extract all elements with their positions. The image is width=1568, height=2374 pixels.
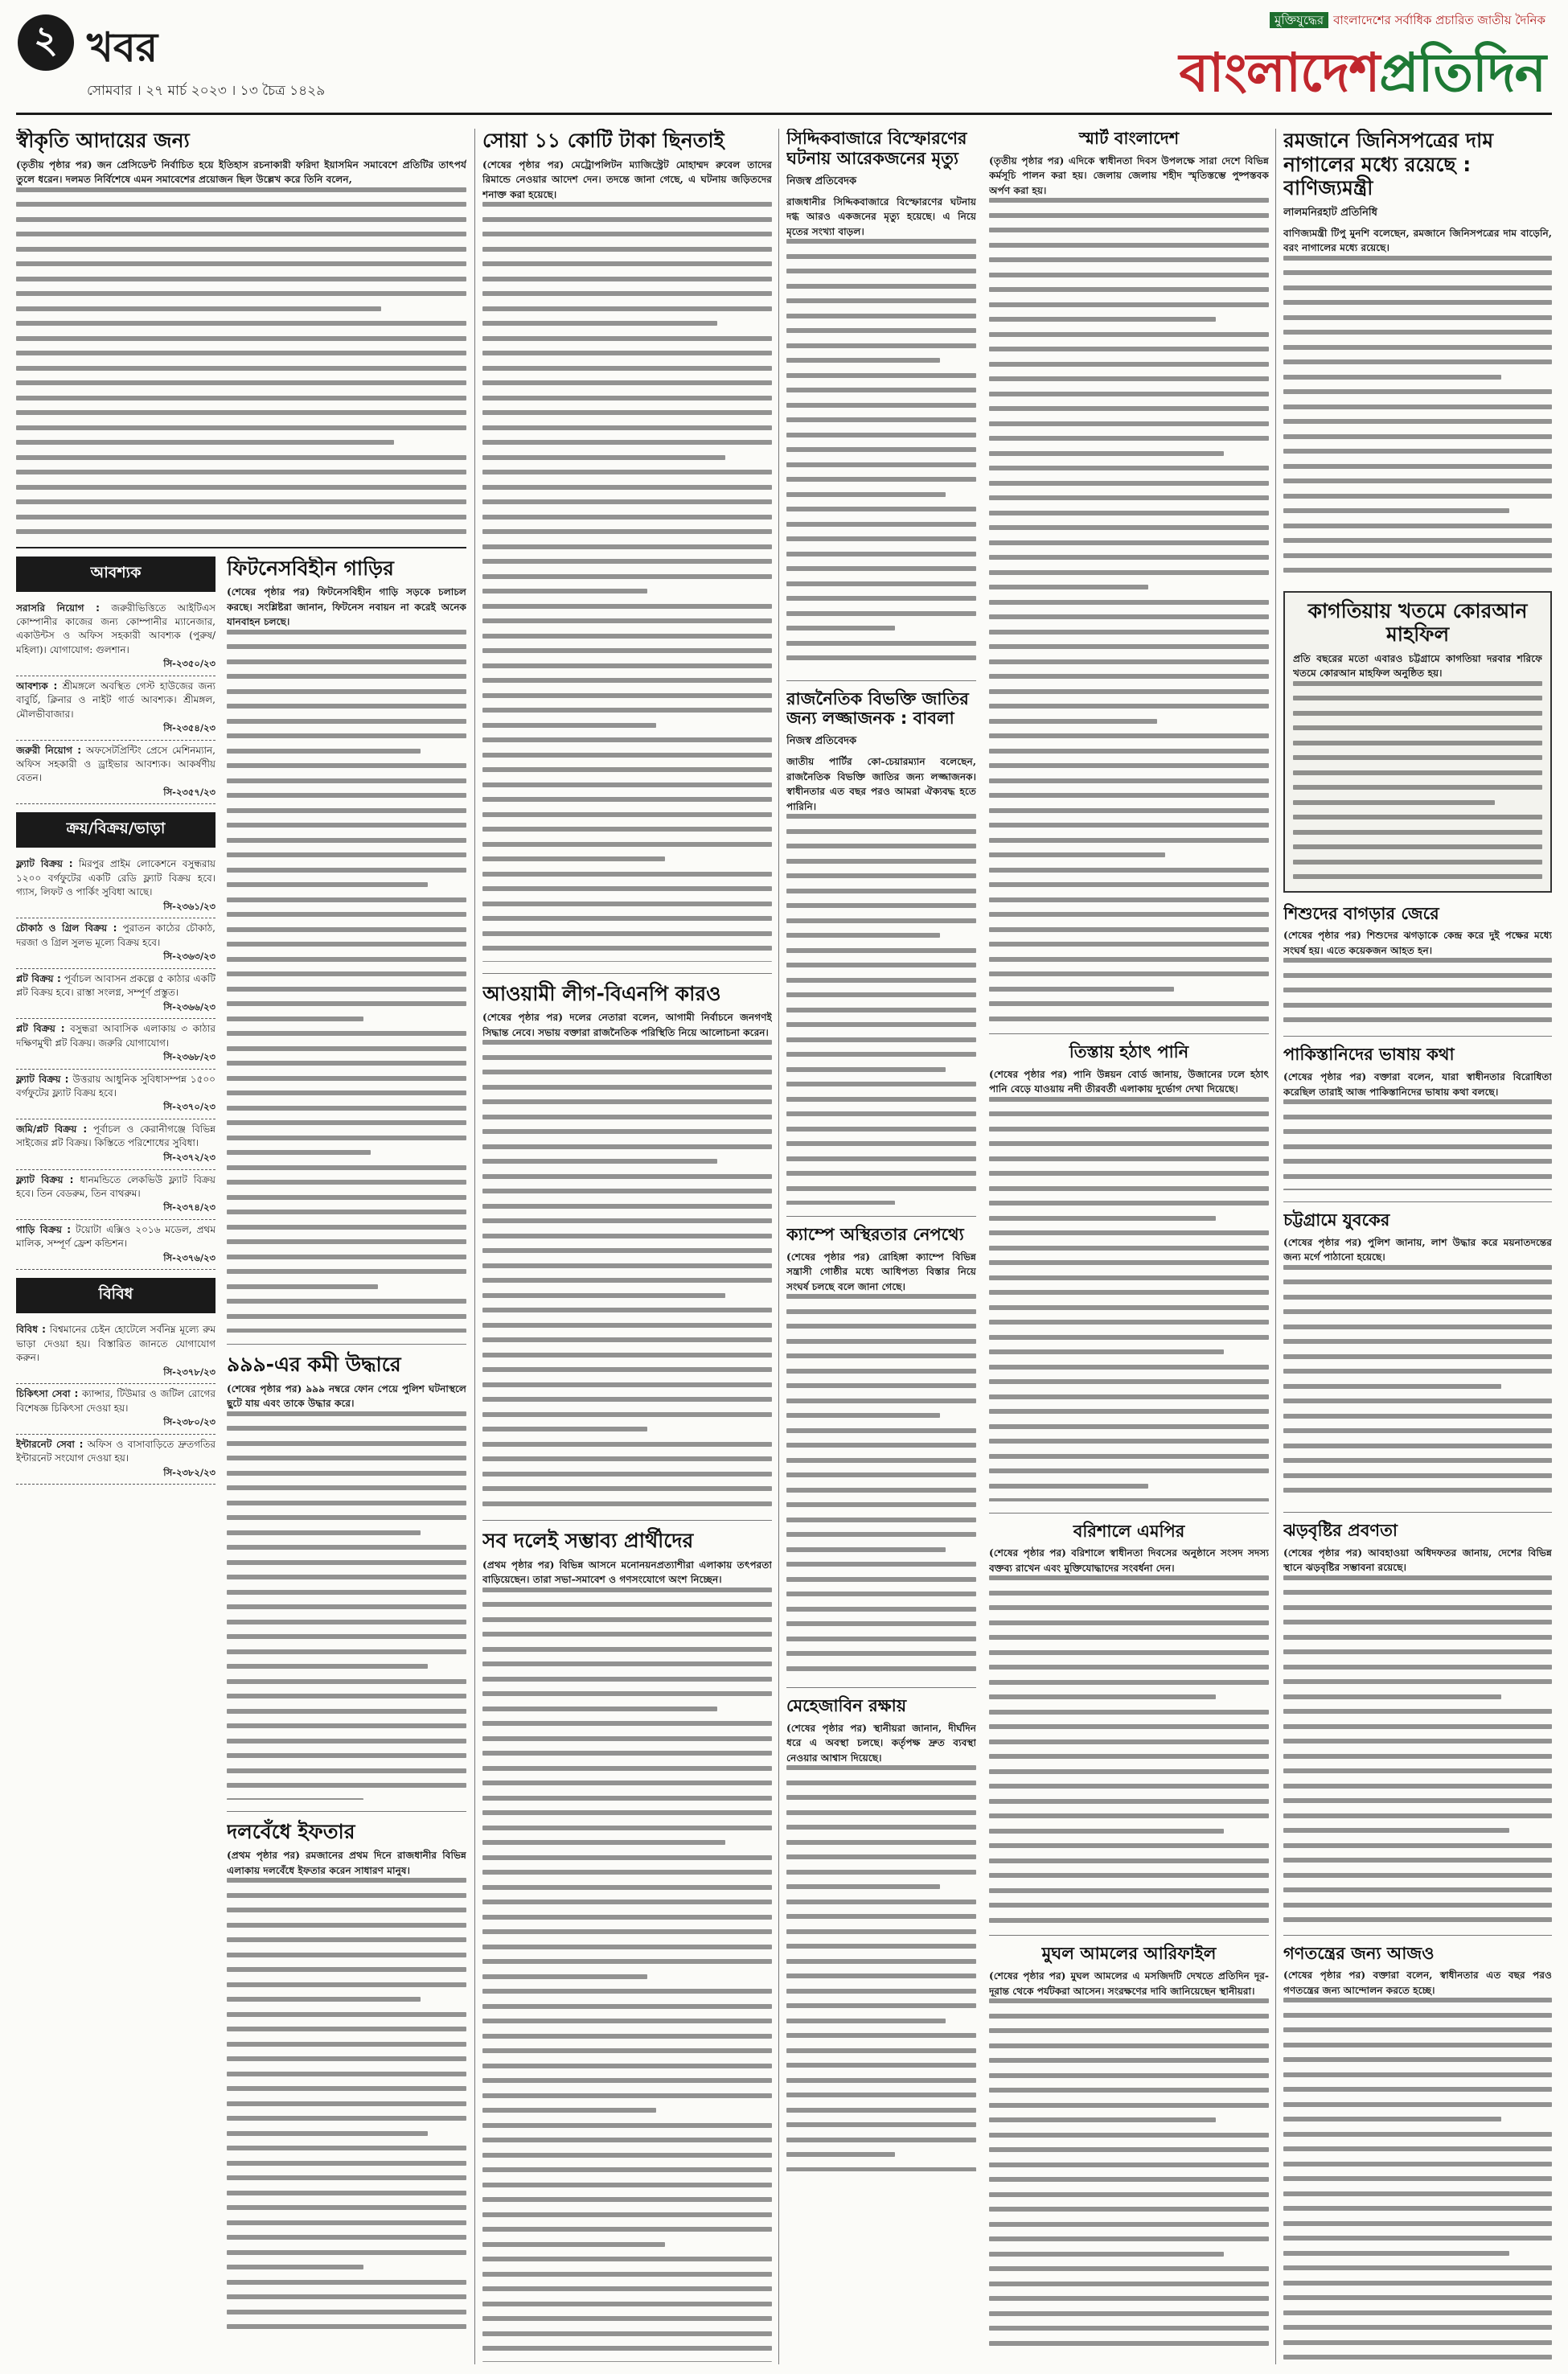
headline: রাজনৈতিক বিভক্তি জাতির জন্য লজ্জাজনক : বাবলা (786, 688, 969, 729)
ad-text: টয়োটা এক্সিও ২০১৬ মডেল, প্রথম মালিক, সম্পূর্ণ ফ্রেশ কন্ডিশন। (16, 1223, 215, 1250)
classified-ad (16, 854, 215, 918)
column-3 (786, 129, 1269, 2364)
ad-title: ফ্ল্যাট বিক্রয় : (16, 858, 73, 870)
classified-ad (16, 741, 215, 805)
ad-text: অফিস ও বাসাবাড়িতে দ্রুতগতির ইন্টারনেট সংযোগ দেওয়া হয়। (16, 1438, 215, 1464)
ad-text: উত্তরায় আধুনিক সুবিধাসম্পন্ন ১৫০০ বর্গফুটের ফ্ল্যাট বিক্রয় হবে। (16, 1073, 215, 1099)
ad-title: প্লট বিক্রয় : (16, 1023, 65, 1035)
ad-text: বসুন্ধরা আবাসিক এলাকায় ৩ কাঠার দক্ষিণমুখী প্লট বিক্রয়। জরুরি যোগাযোগ। (16, 1023, 215, 1049)
ad-code: সি-২৩৬৮/২৩ (163, 1050, 215, 1062)
classified-list (16, 598, 215, 805)
ad-text: পূর্বাচল ও কেরানীগঞ্জে বিভিন্ন সাইজের প্লট বিক্রয়। কিস্তিতে পরিশোধের সুবিধা। (16, 1123, 215, 1149)
ad-title: গাড়ি বিক্রয় : (16, 1223, 72, 1235)
story-body: (শেষের পৃষ্ঠার পর) শিশুদের ঝগড়াকে কেন্দ্র করে দুই পক্ষের মধ্যে সংঘর্ষ হয়। এতে কয়েকজন আহত হন। (1283, 928, 1552, 1025)
headline: স্মার্ট বাংলাদেশ (1078, 129, 1180, 148)
story-body: (শেষের পৃষ্ঠার পর) দলের নেতারা বলেন, আগামী নির্বাচনে জনগণই সিদ্ধান্ত নেবে। সভায় বক্তারা রাজনৈতিক পরিস্থিতি নিয়ে আলোচনা করেন। (482, 1010, 772, 1509)
ad-text: পুরাতন কাঠের চৌকাঠ, দরজা ও গ্রিল সুলভ মূল্যে বিক্রয় হবে। (16, 922, 215, 948)
ad-title: বিবিধ : (16, 1324, 46, 1336)
newspaper-logo (1127, 11, 1545, 108)
story-body: বাণিজ্যমন্ত্রী টিপু মুনশি বলেছেন, রমজানে জিনিসপত্রের দাম বাড়েনি, বরং নাগালের মধ্যে রয়েছে। (1283, 226, 1552, 580)
story-999 (227, 1353, 466, 1800)
story-body: (শেষের পৃষ্ঠার পর) পানি উন্নয়ন বোর্ড জানায়, উজানের ঢলে হঠাৎ পানি বেড়ে যাওয়ায় নদী তীরবর্তী এলাকায় দুর্ভোগ দেখা দিয়েছে। (989, 1067, 1269, 1501)
logo-wordmark: বাংলাদেশপ্রতিদিন (1179, 42, 1545, 104)
column-divider (474, 129, 475, 2364)
ad-title: ইন্টারনেট সেবা : (16, 1438, 84, 1450)
headline: ঝড়বৃষ্টির প্রবণতা (1283, 1520, 1398, 1540)
ad-code: সি-২৩৬৩/২৩ (163, 951, 215, 963)
masthead (0, 0, 1568, 121)
stories-subcolumn (227, 557, 466, 2365)
ad-code: সি-২৩৫৪/২৩ (163, 721, 215, 733)
story-political (786, 689, 976, 1205)
logo-tagline: মুক্তিযুদ্ধের বাংলাদেশের সর্বাধিক প্রচারিত জাতীয় দৈনিক (1270, 11, 1545, 31)
story-siddikbazar (786, 129, 976, 669)
classified-list (16, 1320, 215, 1485)
headline: কাগতিয়ায় খতমে কোরআন মাহফিল (1307, 598, 1528, 646)
classified-ad (16, 598, 215, 676)
story-pakistan (1283, 1045, 1552, 1190)
column-3-right (989, 129, 1269, 2364)
headline: ফিটনেসবিহীন গাড়ির (227, 556, 394, 580)
ad-code: সি-২৩৫০/২৩ (163, 658, 215, 670)
story-body: (তৃতীয় পৃষ্ঠার পর) জন প্রেসিডেন্ট নির্বাচিত হয়ে ইতিহাস রচনাকারী ফরিদা ইয়াসমিন সমাবেশে প্রতিটির তাৎপর্য তুলে ধরেন। দলমত নির্বিশেষে এমন সমাবেশের প্রয়োজন ছিল উল্লেখ করে তিনি বলেন, (16, 158, 466, 536)
story-snatch (482, 129, 772, 962)
classified-ad (16, 1435, 215, 1485)
column-1 (16, 129, 466, 2364)
classified-ad (16, 918, 215, 968)
column-3-left (786, 129, 976, 2364)
ad-title: আবশ্যক : (16, 680, 58, 692)
story-body: (শেষের পৃষ্ঠার পর) ৯৯৯ নম্বরে ফোন পেয়ে পুলিশ ঘটনাস্থলে ছুটে যায় এবং তাকে উদ্ধার করে। (227, 1382, 466, 1800)
ad-code: সি-২৩৫৭/২৩ (163, 786, 215, 798)
ad-title: জরুরী নিয়োগ : (16, 744, 82, 756)
story-tista (989, 1042, 1269, 1501)
byline: লালমনিরহাট প্রতিনিধি (1283, 206, 1377, 219)
ad-title: ফ্ল্যাট বিক্রয় : (16, 1173, 74, 1185)
story-recognition (16, 129, 466, 536)
story-jhar (1283, 1521, 1552, 1924)
byline: নিজস্ব প্রতিবেদক (786, 735, 857, 748)
story-body: (শেষের পৃষ্ঠার পর) স্থানীয়রা জানান, দীর্ঘদিন ধরে এ অবস্থা চলছে। কর্তৃপক্ষ দ্রুত ব্যবস্থা নেওয়ার আশ্বাস দিয়েছে। (786, 1721, 976, 2171)
ad-code: সি-২৩৬১/২৩ (163, 900, 215, 912)
story-body: (শেষের পৃষ্ঠার পর) বক্তারা বলেন, স্বাধীনতার এত বছর পরও গণতন্ত্রের জন্য আন্দোলন করতে হচ্ছে। (1283, 1968, 1552, 2364)
classified-ad (16, 1119, 215, 1169)
story-body: (শেষের পৃষ্ঠার পর) রোহিঙ্গা ক্যাম্পে বিভিন্ন সন্ত্রাসী গোষ্ঠীর মধ্যে আধিপত্য বিস্তার নিয়ে সংঘর্ষ চলছে বলে জানা গেছে। (786, 1250, 976, 1676)
story-mughal (989, 1944, 1269, 2347)
section-title: খবর (87, 24, 158, 71)
ad-title: ফ্ল্যাট বিক্রয় : (16, 1073, 69, 1085)
ad-text: অফসেটপ্রিন্টিং প্রেসে মেশিনম্যান, অফিস সহকারী ও ড্রাইভার আবশ্যক। আকর্ষণীয় বেতন। (16, 744, 215, 784)
story-body: (শেষের পৃষ্ঠার পর) আবহাওয়া অধিদফতর জানায়, দেশের বিভিন্ন স্থানে ঝড়বৃষ্টির সম্ভাবনা রয়েছে। (1283, 1546, 1552, 1924)
headline: আওয়ামী লীগ-বিএনপি কারও (482, 981, 721, 1005)
column-divider (1275, 129, 1276, 2364)
headline: গণতন্ত্রের জন্য আজও (1283, 1943, 1435, 1963)
headline: বরিশালে এমপির (1073, 1521, 1185, 1541)
classified-header: ক্রয়/বিক্রয়/ভাড়া (16, 812, 215, 848)
text-block (16, 187, 466, 536)
story-mehzaban (786, 1696, 976, 2171)
ad-text: বিশ্বমানের চেইন হোটেলে সর্বনিম্ন মূল্যে রুম ভাড়া দেওয়া হয়। বিস্তারিত জানতে যোগাযোগ করুন। (16, 1324, 215, 1364)
lower-section (16, 557, 466, 2365)
classified-ad (16, 676, 215, 741)
byline: নিজস্ব প্রতিবেদক (786, 175, 857, 187)
story-body: রাজধানীর সিদ্দিকবাজারে বিস্ফোরণের ঘটনায় দগ্ধ আরও একজনের মৃত্যু হয়েছে। এ নিয়ে মৃতের সংখ্যা বাড়ল। (786, 195, 976, 669)
ad-title: জমি/প্লট বিক্রয় : (16, 1123, 88, 1136)
dateline: সোমবার । ২৭ মার্চ ২০২৩ । ১৩ চৈত্র ১৪২৯ (87, 83, 326, 99)
classified-ad (16, 1070, 215, 1119)
ad-text: শ্রীমঙ্গলে অবস্থিত গেস্ট হাউজের জন্য বাবুর্চি, ক্লিনার ও নাইট গার্ড আবশ্যক। শ্রীমঙ্গল, মৌলভীবাজার। (16, 680, 215, 720)
headline: রমজানে জিনিসপত্রের দাম নাগালের মধ্যে রয়েছে : বাণিজ্যমন্ত্রী (1283, 129, 1494, 199)
story-body: (শেষের পৃষ্ঠার পর) বরিশালে স্বাধীনতা দিবসের অনুষ্ঠানে সংসদ সদস্য বক্তব্য রাখেন এবং মুক্তিযোদ্ধাদের সংবর্ধনা দেন। (989, 1546, 1269, 1924)
ad-title: সরাসরি নিয়োগ : (16, 602, 100, 614)
story-gonotontro (1283, 1944, 1552, 2364)
story-body: (প্রথম পৃষ্ঠার পর) রমজানের প্রথম দিনে রাজধানীর বিভিন্ন এলাকায় দলবেঁধে ইফতার করেন সাধারণ মানুষ। (227, 1848, 466, 2339)
ad-code: সি-২৩৭০/২৩ (163, 1101, 215, 1113)
story-body: প্রতি বছরের মতো এবারও চট্টগ্রামে কাগতিয়া দরবার শরিফে খতমে কোরআন মাহফিল অনুষ্ঠিত হয়। (1293, 651, 1542, 885)
classified-ad (16, 1384, 215, 1434)
column-4 (1283, 129, 1552, 2364)
column-2 (482, 129, 772, 2364)
story-body: (শেষের পৃষ্ঠার পর) মুঘল আমলের এ মসজিদটি দেখতে প্রতিদিন দূর-দূরান্ত থেকে পর্যটকরা আসেন। সংরক্ষণের দাবি জানিয়েছেন স্থানীয়রা। (989, 1969, 1269, 2347)
ad-title: চিকিৎসা সেবা : (16, 1388, 79, 1400)
ad-text: জরুরীভিত্তিতে আইটিএস কোম্পানীর কাজের জন্য কোম্পানীর ম্যানেজার, একাউন্টস ও অফিস সহকারী আবশ্যক (পুরুষ/মহিলা)। যোগাযোগ: গুলশান। (16, 602, 215, 655)
headline: সোয়া ১১ কোটি টাকা ছিনতাই (482, 129, 724, 152)
masthead-rule (16, 113, 1552, 115)
ad-title: প্লট বিক্রয় : (16, 972, 61, 984)
ad-title: চৌকাঠ ও গ্রিল বিক্রয় : (16, 922, 117, 934)
story-body: (তৃতীয় পৃষ্ঠার পর) এদিকে স্বাধীনতা দিবস উপলক্ষে সারা দেশে বিভিন্ন কর্মসূচি পালন করা হয়। জেলায় জেলায় শহীদ স্মৃতিস্তম্ভে পুষ্পস্তবক অর্পণ করা হয়। (989, 154, 1269, 1022)
story-iftar (227, 1820, 466, 2339)
headline: মুঘল আমলের আরিফাইল (1041, 1944, 1217, 1964)
ad-code: সি-২৩৭২/২৩ (163, 1151, 215, 1163)
ad-text: পূর্বাচল আবাসন প্রকল্পে ৫ কাঠার একটি প্লট বিক্রয় হবে। রাস্তা সংলগ্ন, সম্পূর্ণ প্রস্তুত। (16, 972, 215, 999)
ad-text: মিরপুর প্রাইম লোকেশনে বসুন্ধরায় ১২০০ বর্গফুটের একটি রেডি ফ্ল্যাট বিক্রয় হবে। গ্যাস, লিফট ও পার্কিং সুবিধা আছে। (16, 858, 215, 898)
story-barishal (989, 1522, 1269, 1924)
story-ramadan-prices (1283, 129, 1552, 580)
classified-column (16, 557, 215, 2365)
story-candidates (482, 1529, 772, 2362)
column-divider (778, 129, 779, 2364)
story-ctg (1283, 1210, 1552, 1501)
ad-text: ধানমন্ডিতে লেকভিউ ফ্ল্যাট বিক্রয় হবে। তিন বেডরুম, তিন বাথরুম। (16, 1173, 215, 1199)
story-body: (শেষের পৃষ্ঠার পর) বক্তারা বলেন, যারা স্বাধীনতার বিরোধিতা করেছিল তারাই আজ পাকিস্তানিদের ভাষায় কথা বলছে। (1283, 1070, 1552, 1190)
classified-header: আবশ্যক (16, 557, 215, 592)
classified-ad (16, 1320, 215, 1384)
divider (16, 547, 466, 548)
classified-ad (16, 1170, 215, 1220)
headline: ক্যাম্পে অস্থিরতার নেপথ্যে (786, 1225, 964, 1245)
ad-code: সি-২৩৭৮/২৩ (163, 1366, 215, 1378)
page-number: ২ (18, 14, 74, 71)
headline: শিশুদের বাগড়ার জেরে (1283, 903, 1439, 923)
story-camp (786, 1225, 976, 1676)
classified-ad (16, 969, 215, 1019)
headline: সিদ্দিকবাজারে বিস্ফোরণের ঘটনায় আরেকজনের মৃত্যু (786, 129, 967, 168)
classified-list (16, 854, 215, 1270)
headline: ৯৯৯-এর কমী উদ্ধারে (227, 1353, 401, 1376)
ad-code: সি-২৩৮০/২৩ (163, 1416, 215, 1428)
headline: মেহেজাবিন রক্ষায় (786, 1695, 907, 1715)
classified-ad (16, 1220, 215, 1270)
headline: সব দলেই সম্ভাব্য প্রার্থীদের (482, 1529, 694, 1552)
story-shishu (1283, 904, 1552, 1025)
story-body: (শেষের পৃষ্ঠার পর) ফিটনেসবিহীন গাড়ি সড়কে চলাচল করছে। সংশ্লিষ্টরা জানান, ফিটনেস নবায়ন না করেই অনেক যানবাহন চলছে। (227, 585, 466, 1333)
story-league-bnp (482, 982, 772, 1509)
story-body: (প্রথম পৃষ্ঠার পর) বিভিন্ন আসনে মনোনয়নপ্রত্যাশীরা এলাকায় তৎপরতা বাড়িয়েছেন। তারা সভা-সমাবেশ ও গণসংযোগে অংশ নিচ্ছেন। (482, 1558, 772, 2362)
headline: স্বীকৃতি আদায়ের জন্য (16, 129, 190, 152)
ad-code: সি-২৩৭৪/২৩ (163, 1201, 215, 1214)
headline: চট্টগ্রামে যুবকের (1283, 1210, 1390, 1230)
headline: দলবেঁধে ইফতার (227, 1819, 355, 1843)
story-body: জাতীয় পার্টির কো-চেয়ারম্যান বলেছেন, রাজনৈতিক বিভক্তি জাতির জন্য লজ্জাজনক। স্বাধীনতার এত বছর পরও আমরা ঐক্যবদ্ধ হতে পারিনি। (786, 754, 976, 1205)
ad-code: সি-২৩৬৬/২৩ (163, 1000, 215, 1012)
ad-text: ক্যান্সার, টিউমার ও জটিল রোগের বিশেষজ্ঞ চিকিৎসা দেওয়া হয়। (16, 1388, 215, 1414)
classified-ad (16, 1019, 215, 1069)
story-smart (989, 129, 1269, 1022)
story-body: (শেষের পৃষ্ঠার পর) মেট্রোপলিটন ম্যাজিস্ট্রেট মোহাম্মদ রুবেল তাদের রিমান্ডে নেওয়ার আদেশ দেন। তদন্তে জানা গেছে, এ ঘটনায় জড়িতদের শনাক্ত করা হয়েছে। (482, 158, 772, 962)
ad-code: সি-২৩৭৬/২৩ (163, 1251, 215, 1263)
story-quran-mahfil (1283, 591, 1552, 893)
headline: পাকিস্তানিদের ভাষায় কথা (1283, 1045, 1455, 1065)
story-body: (শেষের পৃষ্ঠার পর) পুলিশ জানায়, লাশ উদ্ধার করে ময়নাতদন্তের জন্য মর্গে পাঠানো হয়েছে। (1283, 1235, 1552, 1501)
story-fitness (227, 557, 466, 1333)
classified-header: বিবিধ (16, 1278, 215, 1313)
ad-code: সি-২৩৮২/২৩ (163, 1466, 215, 1478)
headline: তিস্তায় হঠাৎ পানি (1069, 1041, 1189, 1062)
